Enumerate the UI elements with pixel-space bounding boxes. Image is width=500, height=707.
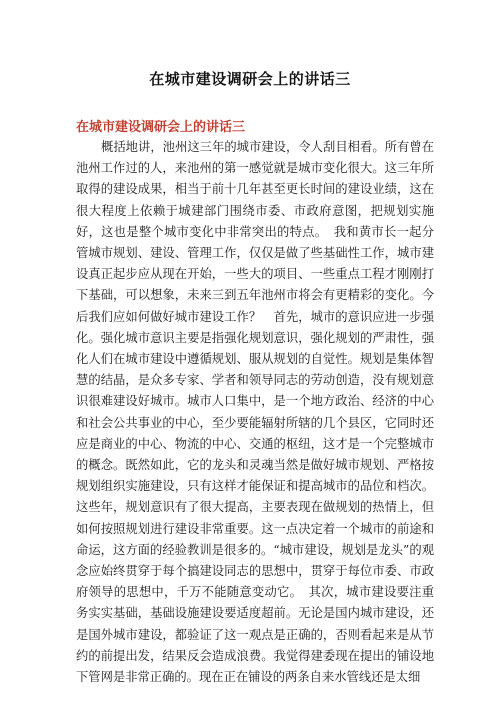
body-paragraph: 概括地讲，池州这三年的城市建设，令人刮目相看。所有曾在池州工作过的人，来池州的第一感觉就是城市变化很大。这三年所取得的建设成果，相当于前十几年甚至更长时间的建设业绩，这在很大程度上依赖于城建部门围绕市委、市政府意图，把规划实施好，这也是整个城市变化中非常突出的特点。 我和黄市长一起分管城市规划、建设、管理工作，仅仅是做了些基础性工作，城市建设真正起步应从现在开始，一些大的项目、一些重点工程才刚刚打下基础，可以想象，未来三到五年池州市将会有更精彩的变化。今后我们应如何做好城市建设工作？ 首先，城市的意识应进一步强化。强化城市意识主要是指强化规划意识，强化规划的严肃性，强化人们在城市建设中遵循规划、服从规划的自觉性。规划是集体智慧的结晶，是众多专家、学者和领导同志的劳动创造，没有规划意识很难建设好城市。城市人口集中，是一个地方政治、经济的中心和社会公共事业的中心，至少要能辐射所辖的几个县区，它同时还应是商业的中心、物流的中心、交通的枢纽，这才是一个完整城市的概念。既然如此，它的龙头和灵魂当然是做好城市规划、严格按规划组织实施建设，只有这样才能保证和提高城市的品位和档次。这些年，规划意识有了很大提高，主要表现在做规划的热情上，但如何按照规划进行建设非常重要。这一点决定着一个城市的前途和命运，这方面的经验教训是很多的。“城市建设，规划是龙头”的观念应始终贯穿于每个搞建设同志的思想中，贯穿于每位市委、市政府领导的思想中，千万不能随意变动它。 其次，城市建设要注重务实实基础，基础设施建设要适度超前。无论是国内城市建设，还是国外城市建设，都验证了这一观点是正确的，否则看起来是从节约的前提出发，结果反会造成浪费。我觉得建委现在提出的铺设地下管网是非常正确的。现在正在铺设的两条自来水管线还是太细	[76, 140, 434, 685]
document-title: 在城市建设调研会上的讲话三	[149, 70, 351, 88]
section-heading: 在城市建设调研会上的讲话三	[76, 120, 246, 135]
